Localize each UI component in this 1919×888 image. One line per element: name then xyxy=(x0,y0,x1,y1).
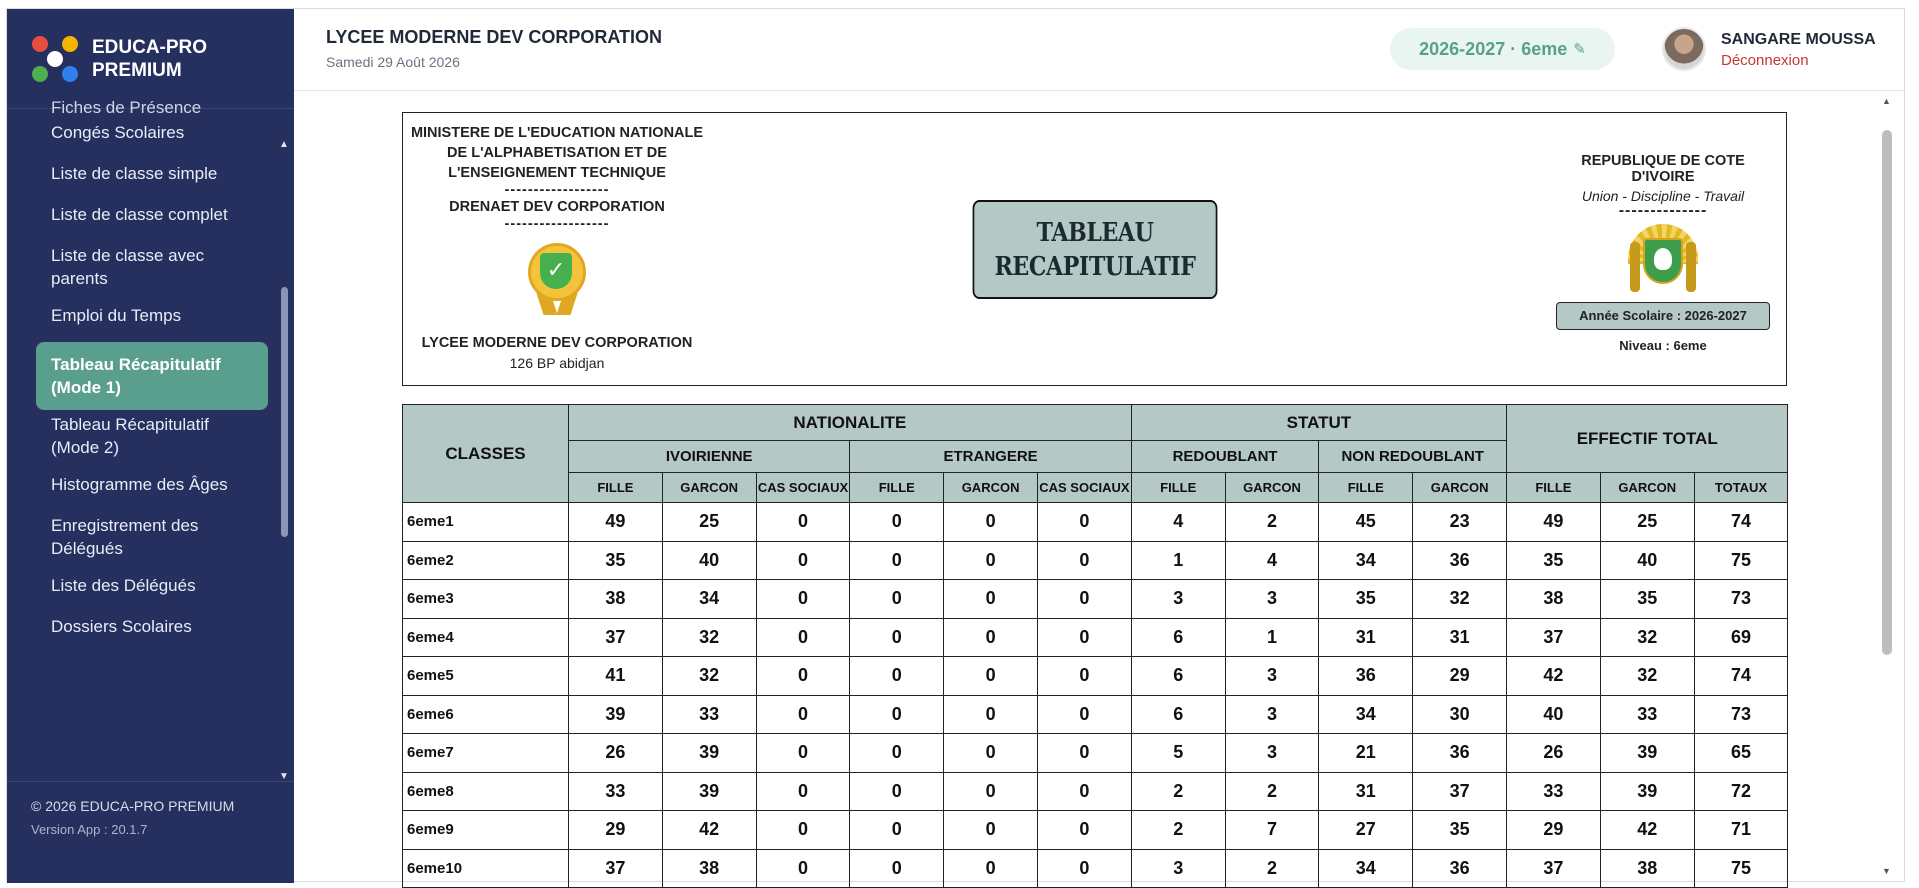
col-header-classes: CLASSES xyxy=(403,405,569,503)
subheader-fille: FILLE xyxy=(1507,473,1601,503)
table-cell: 3 xyxy=(1131,849,1225,888)
table-cell: 38 xyxy=(662,849,756,888)
class-name-cell: 6eme9 xyxy=(403,811,569,850)
subheader-fille: FILLE xyxy=(569,473,663,503)
document-title-line2: RECAPITULATIF xyxy=(994,251,1196,282)
table-cell: 4 xyxy=(1225,541,1319,580)
class-name-cell: 6eme7 xyxy=(403,734,569,773)
table-cell: 33 xyxy=(569,772,663,811)
ministry-line1: MINISTERE DE L'EDUCATION NATIONALE xyxy=(410,125,704,141)
table-cell: 0 xyxy=(944,695,1038,734)
table-cell: 35 xyxy=(569,541,663,580)
table-cell: 41 xyxy=(569,657,663,696)
table-cell: 3 xyxy=(1225,695,1319,734)
table-cell: 36 xyxy=(1413,849,1507,888)
table-cell: 0 xyxy=(1037,503,1131,542)
table-row xyxy=(403,541,1788,580)
year-level-selector[interactable] xyxy=(1390,28,1615,70)
table-cell: 35 xyxy=(1413,811,1507,850)
school-badge-icon: ✓ xyxy=(526,243,588,315)
subheader-cas-sociaux: CAS SOCIAUX xyxy=(756,473,850,503)
table-cell: 0 xyxy=(850,657,944,696)
subheader-garcon: GARCON xyxy=(1225,473,1319,503)
table-cell: 29 xyxy=(1413,657,1507,696)
table-cell: 49 xyxy=(569,503,663,542)
logout-link[interactable]: Déconnexion xyxy=(1721,52,1809,69)
school-year-box: Année Scolaire : 2026-2027 xyxy=(1556,302,1770,330)
table-cell: 42 xyxy=(662,811,756,850)
class-name-cell: 6eme2 xyxy=(403,541,569,580)
sidebar-item-liste-delegues[interactable]: Liste des Délégués xyxy=(51,576,196,595)
document-header xyxy=(402,112,1787,386)
table-cell: 32 xyxy=(662,657,756,696)
table-cell: 39 xyxy=(1600,734,1694,773)
table-cell: 7 xyxy=(1225,811,1319,850)
col-header-statut: STATUT xyxy=(1131,405,1506,441)
table-cell: 45 xyxy=(1319,503,1413,542)
table-cell: 3 xyxy=(1225,734,1319,773)
table-cell: 0 xyxy=(944,503,1038,542)
table-cell: 0 xyxy=(756,618,850,657)
table-row xyxy=(403,811,1788,850)
coat-of-arms-icon xyxy=(1624,224,1702,294)
table-cell: 0 xyxy=(944,734,1038,773)
table-cell: 0 xyxy=(944,541,1038,580)
table-cell: 34 xyxy=(1319,695,1413,734)
table-cell: 30 xyxy=(1413,695,1507,734)
document-school-name: LYCEE MODERNE DEV CORPORATION xyxy=(421,335,693,351)
main-scrollbar[interactable] xyxy=(1880,96,1894,876)
table-cell: 31 xyxy=(1319,618,1413,657)
table-cell: 36 xyxy=(1413,541,1507,580)
table-cell: 0 xyxy=(850,580,944,619)
table-cell: 0 xyxy=(944,657,1038,696)
table-cell: 35 xyxy=(1600,580,1694,619)
table-cell: 32 xyxy=(1600,618,1694,657)
table-cell: 25 xyxy=(1600,503,1694,542)
pencil-icon: ✎ xyxy=(1573,41,1586,58)
table-cell: 1 xyxy=(1225,618,1319,657)
divider-dashes: ------------------ xyxy=(504,182,610,198)
level-label: Niveau : 6eme xyxy=(1619,338,1707,353)
recap-table-body xyxy=(403,503,1788,888)
table-cell: 1 xyxy=(1131,541,1225,580)
ministry-block xyxy=(409,123,705,373)
class-name-cell: 6eme6 xyxy=(403,695,569,734)
table-cell: 0 xyxy=(850,772,944,811)
divider-dashes-2: ------------------ xyxy=(504,216,610,232)
table-cell: 0 xyxy=(1037,811,1131,850)
table-cell: 0 xyxy=(756,541,850,580)
class-name-cell: 6eme3 xyxy=(403,580,569,619)
subheader-garcon: GARCON xyxy=(1413,473,1507,503)
table-cell: 0 xyxy=(756,503,850,542)
table-cell: 2 xyxy=(1131,772,1225,811)
sidebar-item-liste-complet[interactable]: Liste de classe complet xyxy=(51,205,228,224)
table-cell: 3 xyxy=(1225,580,1319,619)
table-cell: 38 xyxy=(569,580,663,619)
republic-name: REPUBLIQUE DE COTE D'IVOIRE xyxy=(1581,153,1745,185)
table-cell: 0 xyxy=(850,618,944,657)
table-cell: 3 xyxy=(1225,657,1319,696)
table-cell: 0 xyxy=(756,657,850,696)
sidebar-scrollbar[interactable] xyxy=(281,287,288,537)
sidebar-item-histogramme[interactable]: Histogramme des Âges xyxy=(51,475,228,494)
table-cell: 0 xyxy=(1037,541,1131,580)
subheader-fille: FILLE xyxy=(850,473,944,503)
sidebar-scroll-up-icon[interactable]: ▲ xyxy=(279,139,289,150)
table-cell: 74 xyxy=(1694,657,1788,696)
sidebar-item-dossiers[interactable]: Dossiers Scolaires xyxy=(51,617,192,636)
table-cell: 6 xyxy=(1131,657,1225,696)
table-cell: 34 xyxy=(1319,541,1413,580)
table-row xyxy=(403,695,1788,734)
table-cell: 37 xyxy=(569,849,663,888)
sidebar-scroll-down-icon[interactable]: ▼ xyxy=(279,771,289,782)
avatar[interactable] xyxy=(1662,27,1706,71)
table-cell: 42 xyxy=(1507,657,1601,696)
table-cell: 34 xyxy=(1319,849,1413,888)
table-row xyxy=(403,657,1788,696)
table-cell: 33 xyxy=(1600,695,1694,734)
table-cell: 36 xyxy=(1413,734,1507,773)
table-cell: 49 xyxy=(1507,503,1601,542)
col-header-nationalite: NATIONALITE xyxy=(569,405,1132,441)
table-cell: 38 xyxy=(1507,580,1601,619)
table-cell: 29 xyxy=(1507,811,1601,850)
subheader-garcon: GARCON xyxy=(1600,473,1694,503)
user-name: SANGARE MOUSSA xyxy=(1721,31,1876,48)
table-cell: 39 xyxy=(662,734,756,773)
table-cell: 25 xyxy=(662,503,756,542)
sidebar-footer xyxy=(7,781,294,883)
table-cell: 31 xyxy=(1413,618,1507,657)
table-cell: 0 xyxy=(1037,657,1131,696)
table-cell: 0 xyxy=(756,580,850,619)
table-cell: 0 xyxy=(944,580,1038,619)
col-header-effectif-total: EFFECTIF TOTAL xyxy=(1507,405,1788,473)
ministry-line3: L'ENSEIGNEMENT TECHNIQUE xyxy=(448,165,666,181)
table-cell: 4 xyxy=(1131,503,1225,542)
year-level-label: 2026-2027 · 6eme xyxy=(1419,38,1568,59)
table-row xyxy=(403,849,1788,888)
table-cell: 65 xyxy=(1694,734,1788,773)
table-cell: 0 xyxy=(850,734,944,773)
class-name-cell: 6eme1 xyxy=(403,503,569,542)
table-cell: 3 xyxy=(1131,580,1225,619)
table-cell: 0 xyxy=(850,849,944,888)
sidebar-item-emploi-temps[interactable]: Emploi du Temps xyxy=(51,306,182,325)
brand-logo-icon xyxy=(32,36,78,82)
table-cell: 0 xyxy=(1037,695,1131,734)
table-cell: 21 xyxy=(1319,734,1413,773)
subheader-fille: FILLE xyxy=(1319,473,1413,503)
col-header-etrangere: ETRANGERE xyxy=(850,441,1131,473)
table-cell: 6 xyxy=(1131,695,1225,734)
sidebar-item-liste-parents[interactable]: Liste de classe avec parents xyxy=(51,246,205,288)
ministry-line2: DE L'ALPHABETISATION ET DE xyxy=(447,145,667,161)
main-scroll-up-icon[interactable]: ▲ xyxy=(1882,96,1891,106)
table-cell: 0 xyxy=(756,849,850,888)
brand[interactable] xyxy=(7,9,294,109)
table-cell: 34 xyxy=(662,580,756,619)
app-version: Version App : 20.1.7 xyxy=(31,822,148,837)
table-cell: 71 xyxy=(1694,811,1788,850)
class-name-cell: 6eme8 xyxy=(403,772,569,811)
recap-table xyxy=(402,404,1788,888)
table-cell: 39 xyxy=(569,695,663,734)
table-cell: 37 xyxy=(1413,772,1507,811)
table-cell: 23 xyxy=(1413,503,1507,542)
table-cell: 0 xyxy=(944,618,1038,657)
main-scroll-down-icon[interactable]: ▼ xyxy=(1882,866,1891,876)
header-date: Samedi 29 Août 2026 xyxy=(326,54,460,70)
table-cell: 37 xyxy=(1507,618,1601,657)
table-cell: 40 xyxy=(1507,695,1601,734)
table-cell: 72 xyxy=(1694,772,1788,811)
table-cell: 33 xyxy=(1507,772,1601,811)
sidebar-item-tableau-mode1[interactable]: Tableau Récapitulatif (Mode 1) xyxy=(36,342,268,410)
copyright-text: © 2026 EDUCA-PRO PREMIUM xyxy=(31,798,235,814)
table-cell: 27 xyxy=(1319,811,1413,850)
class-name-cell: 6eme10 xyxy=(403,849,569,888)
table-cell: 39 xyxy=(662,772,756,811)
top-header xyxy=(294,9,1904,91)
table-cell: 0 xyxy=(850,503,944,542)
table-cell: 39 xyxy=(1600,772,1694,811)
table-cell: 40 xyxy=(1600,541,1694,580)
table-cell: 32 xyxy=(1600,657,1694,696)
subheader-garcon: GARCON xyxy=(944,473,1038,503)
table-cell: 73 xyxy=(1694,695,1788,734)
republic-block xyxy=(1548,153,1778,353)
table-cell: 0 xyxy=(1037,580,1131,619)
table-cell: 75 xyxy=(1694,541,1788,580)
table-cell: 0 xyxy=(944,772,1038,811)
table-cell: 0 xyxy=(756,772,850,811)
table-cell: 2 xyxy=(1225,849,1319,888)
table-cell: 40 xyxy=(662,541,756,580)
table-cell: 0 xyxy=(850,811,944,850)
subheader-fille: FILLE xyxy=(1131,473,1225,503)
table-cell: 0 xyxy=(1037,618,1131,657)
sidebar-item-liste-simple[interactable]: Liste de classe simple xyxy=(51,164,218,183)
table-cell: 5 xyxy=(1131,734,1225,773)
table-cell: 38 xyxy=(1600,849,1694,888)
table-cell: 0 xyxy=(1037,734,1131,773)
motto-dashes: -------------- xyxy=(1618,202,1708,219)
table-cell: 75 xyxy=(1694,849,1788,888)
table-cell: 0 xyxy=(1037,849,1131,888)
class-name-cell: 6eme4 xyxy=(403,618,569,657)
table-cell: 26 xyxy=(1507,734,1601,773)
class-name-cell: 6eme5 xyxy=(403,657,569,696)
sidebar-item-cutoff[interactable]: Fiches de Présence xyxy=(51,98,202,117)
document-title xyxy=(973,200,1218,299)
table-cell: 31 xyxy=(1319,772,1413,811)
table-cell: 0 xyxy=(756,695,850,734)
table-cell: 2 xyxy=(1131,811,1225,850)
table-cell: 26 xyxy=(569,734,663,773)
table-cell: 33 xyxy=(662,695,756,734)
table-row xyxy=(403,618,1788,657)
table-cell: 2 xyxy=(1225,503,1319,542)
document-address: 126 BP abidjan xyxy=(509,355,605,371)
drenaet-name: DRENAET DEV CORPORATION xyxy=(449,199,665,215)
col-header-non-redoublant: NON REDOUBLANT xyxy=(1319,441,1507,473)
table-row xyxy=(403,734,1788,773)
table-row xyxy=(403,503,1788,542)
table-row xyxy=(403,772,1788,811)
table-cell: 35 xyxy=(1507,541,1601,580)
sidebar-item-conges[interactable]: Congés Scolaires xyxy=(51,123,185,142)
table-cell: 37 xyxy=(1507,849,1601,888)
sidebar-nav xyxy=(7,98,294,780)
sidebar-item-enregistrement-delegues[interactable]: Enregistrement des Délégués xyxy=(51,516,199,558)
sidebar-item-tableau-mode2[interactable]: Tableau Récapitulatif (Mode 2) xyxy=(51,415,209,457)
subheader-garcon: GARCON xyxy=(662,473,756,503)
col-header-ivoirienne: IVOIRIENNE xyxy=(569,441,850,473)
table-cell: 0 xyxy=(1037,772,1131,811)
table-cell: 37 xyxy=(569,618,663,657)
table-cell: 69 xyxy=(1694,618,1788,657)
document-title-line1: TABLEAU xyxy=(1036,217,1154,248)
table-cell: 35 xyxy=(1319,580,1413,619)
brand-title xyxy=(92,36,207,82)
table-cell: 32 xyxy=(662,618,756,657)
table-cell: 6 xyxy=(1131,618,1225,657)
header-school-name: LYCEE MODERNE DEV CORPORATION xyxy=(326,27,663,47)
table-cell: 36 xyxy=(1319,657,1413,696)
table-cell: 0 xyxy=(850,695,944,734)
table-cell: 2 xyxy=(1225,772,1319,811)
main-scroll-thumb[interactable] xyxy=(1882,130,1892,655)
table-cell: 73 xyxy=(1694,580,1788,619)
subheader-cas-sociaux: CAS SOCIAUX xyxy=(1037,473,1131,503)
brand-title-line1: EDUCA-PRO xyxy=(92,36,208,58)
subheader-totaux: TOTAUX xyxy=(1694,473,1788,503)
table-cell: 32 xyxy=(1413,580,1507,619)
republic-motto: Union - Discipline - Travail xyxy=(1581,188,1745,204)
table-cell: 0 xyxy=(756,734,850,773)
col-header-redoublant: REDOUBLANT xyxy=(1131,441,1319,473)
table-cell: 0 xyxy=(850,541,944,580)
table-row xyxy=(403,580,1788,619)
table-cell: 0 xyxy=(756,811,850,850)
table-cell: 74 xyxy=(1694,503,1788,542)
table-cell: 29 xyxy=(569,811,663,850)
table-cell: 0 xyxy=(944,849,1038,888)
brand-title-line2: PREMIUM xyxy=(92,59,182,81)
sidebar xyxy=(7,9,294,883)
table-cell: 0 xyxy=(944,811,1038,850)
table-cell: 42 xyxy=(1600,811,1694,850)
